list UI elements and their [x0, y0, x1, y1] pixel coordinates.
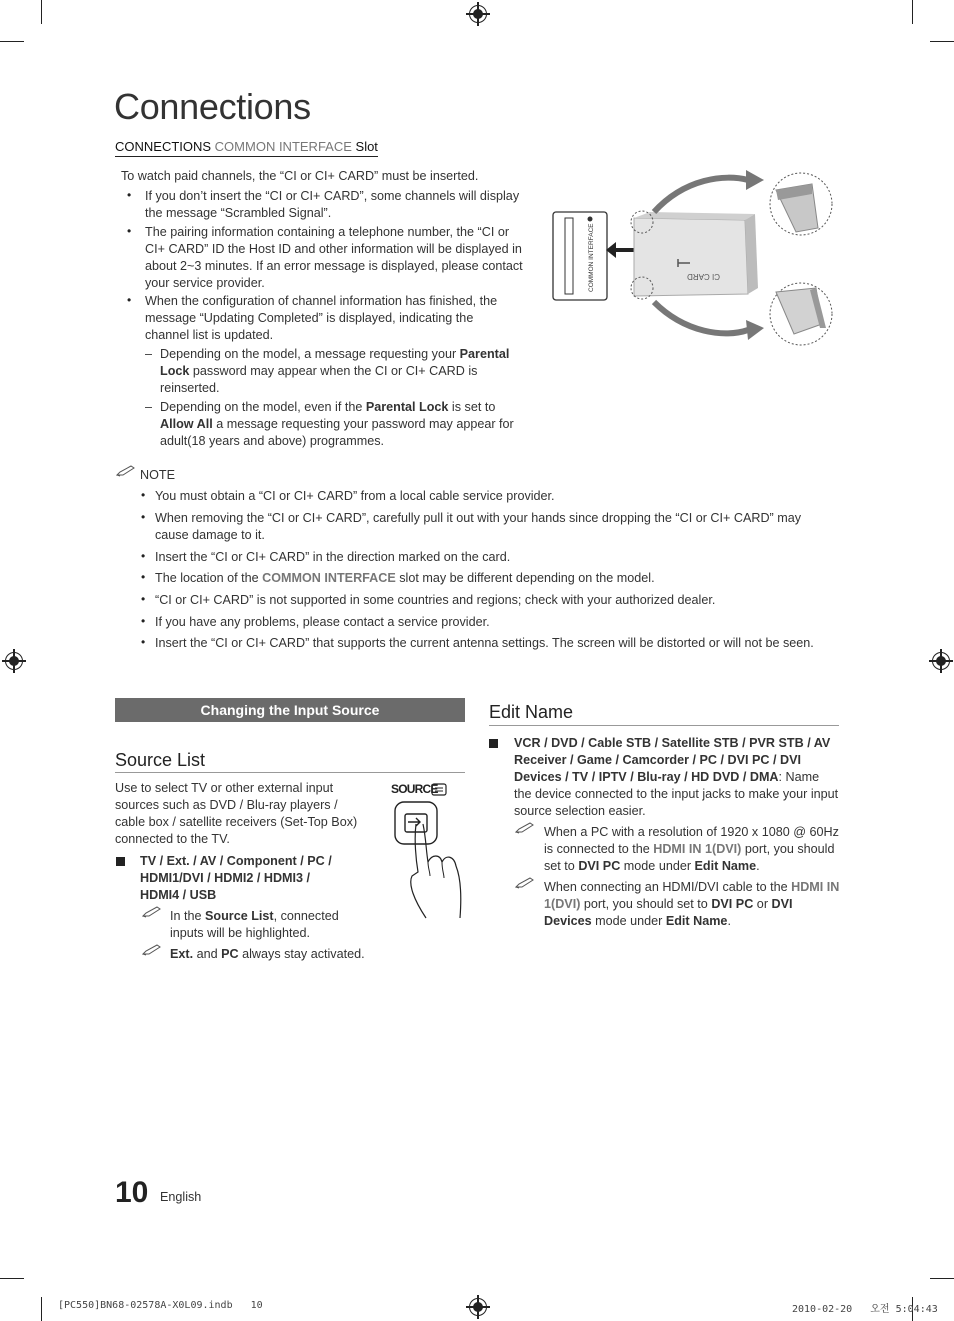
crop-mark [930, 1278, 954, 1279]
source-list-note: Ext. and PC always stay activated. [170, 947, 365, 961]
source-list-description: Use to select TV or other external input sources such as DVD / Blu-ray players / cable box / satellite receivers (Set-Top Box) connected to the TV. [115, 781, 358, 846]
pencil-note-icon [142, 944, 162, 956]
source-button-label: SOURCE [391, 782, 438, 796]
pencil-note-icon [515, 877, 535, 889]
bullet-icon: • [127, 188, 132, 202]
note-item: “CI or CI+ CARD” is not supported in some countries and regions; check with your authorized dealer. [155, 593, 716, 607]
ci-sub-item: Depending on the model, a message requesting your Parental Lock password may appear when the CI or CI+ CARD is reinserted. [160, 347, 510, 395]
registration-mark-icon [5, 652, 23, 670]
ci-sub-item: Depending on the model, even if the Parental Lock is set to Allow All a message requesting your password may appear for adult(18 years and above) programmes. [160, 400, 514, 448]
heading-rule [115, 772, 465, 773]
footer-file-info: [PC550]BN68-02578A-X0L09.indb 10 [58, 1300, 263, 1311]
crop-mark [912, 0, 913, 24]
slot-label: COMMON INTERFACE [588, 223, 595, 292]
dash-icon: – [145, 347, 153, 361]
source-list-heading: Source List [115, 750, 206, 770]
note-item: When removing the “CI or CI+ CARD”, carefully pull it out with your hands since dropping the “CI or CI+ CARD” may cause damage to it. [155, 511, 802, 542]
pencil-note-icon [515, 822, 535, 834]
registration-mark-icon [469, 1298, 487, 1316]
note-item: If you have any problems, please contact a service provider. [155, 615, 490, 629]
ci-bullet: If you don’t insert the “CI or CI+ CARD”, some channels will display the message “Scrambled Signal”. [145, 189, 520, 220]
note-item: Insert the “CI or CI+ CARD” in the direction marked on the card. [155, 550, 511, 564]
bullet-icon: • [141, 488, 146, 502]
crop-mark [41, 1297, 42, 1321]
bullet-icon: • [141, 592, 146, 606]
edit-name-note: When a PC with a resolution of 1920 x 1080 @ 60Hz is connected to the HDMI IN 1(DVI) port, you should set to DVI PC mode under Edit Name. [544, 825, 839, 873]
bullet-icon: • [127, 293, 132, 307]
bullet-icon: • [141, 614, 146, 628]
bullet-icon: • [141, 635, 146, 649]
registration-mark-icon [469, 5, 487, 23]
source-list-note: In the Source List, connected inputs will be highlighted. [170, 909, 339, 940]
bullet-icon: • [141, 549, 146, 563]
bullet-icon: • [141, 570, 146, 584]
edit-name-description: VCR / DVD / Cable STB / Satellite STB / PVR STB / AV Receiver / Game / Camcorder / PC / DVI PC / DVI Devices / TV / IPTV / Blu-ray / HD DVD / DMA: Name the device connected to the input jacks to make your input source selection easier. [514, 736, 839, 818]
footer-timestamp: 2010-02-20 오전 5:04:43 [792, 1304, 938, 1315]
square-bullet-icon [116, 857, 125, 866]
ci-bullet: When the configuration of channel information has finished, the message “Updating Completed” is displayed, indicating the channel list is updated. [145, 294, 498, 342]
note-item: Insert the “CI or CI+ CARD” that supports the current antenna settings. The screen will be distorted or will not be seen. [155, 636, 814, 650]
page-number: 10 [115, 1176, 149, 1209]
ci-card-illustration [550, 168, 840, 358]
bullet-icon: • [141, 510, 146, 524]
crop-mark [930, 41, 954, 42]
card-label: CI CARD [687, 272, 720, 281]
crop-mark [41, 0, 42, 24]
crop-mark [0, 41, 24, 42]
section-subheading: CONNECTIONS COMMON INTERFACE Slot [115, 139, 378, 157]
ci-bullet: The pairing information containing a telephone number, the “CI or CI+ CARD” ID the Host ID and other information will be displayed in about 2~3 minutes. If an error message is displayed, please contact your service provider. [145, 225, 523, 290]
pencil-note-icon [142, 906, 162, 918]
section-title-bar: Changing the Input Source [115, 698, 465, 722]
crop-mark [0, 1278, 24, 1279]
dash-icon: – [145, 400, 153, 414]
edit-name-note: When connecting an HDMI/DVI cable to the HDMI IN 1(DVI) port, you should set to DVI PC or DVI Devices mode under Edit Name. [544, 880, 840, 928]
note-label: NOTE [140, 468, 175, 482]
remote-hand-illustration [390, 780, 470, 922]
square-bullet-icon [489, 739, 498, 748]
source-list-items: TV / Ext. / AV / Component / PC / HDMI1/DVI / HDMI2 / HDMI3 / HDMI4 / USB [140, 854, 332, 902]
bullet-icon: • [127, 224, 132, 238]
note-item: You must obtain a “CI or CI+ CARD” from a local cable service provider. [155, 489, 555, 503]
page-language: English [160, 1190, 202, 1204]
ci-intro: To watch paid channels, the “CI or CI+ CARD” must be inserted. [121, 169, 479, 183]
page-title: Connections [114, 86, 311, 127]
pencil-note-icon [116, 465, 136, 477]
heading-rule [489, 725, 839, 726]
edit-name-heading: Edit Name [489, 702, 574, 722]
registration-mark-icon [932, 652, 950, 670]
note-item: The location of the COMMON INTERFACE slot may be different depending on the model. [155, 571, 655, 585]
